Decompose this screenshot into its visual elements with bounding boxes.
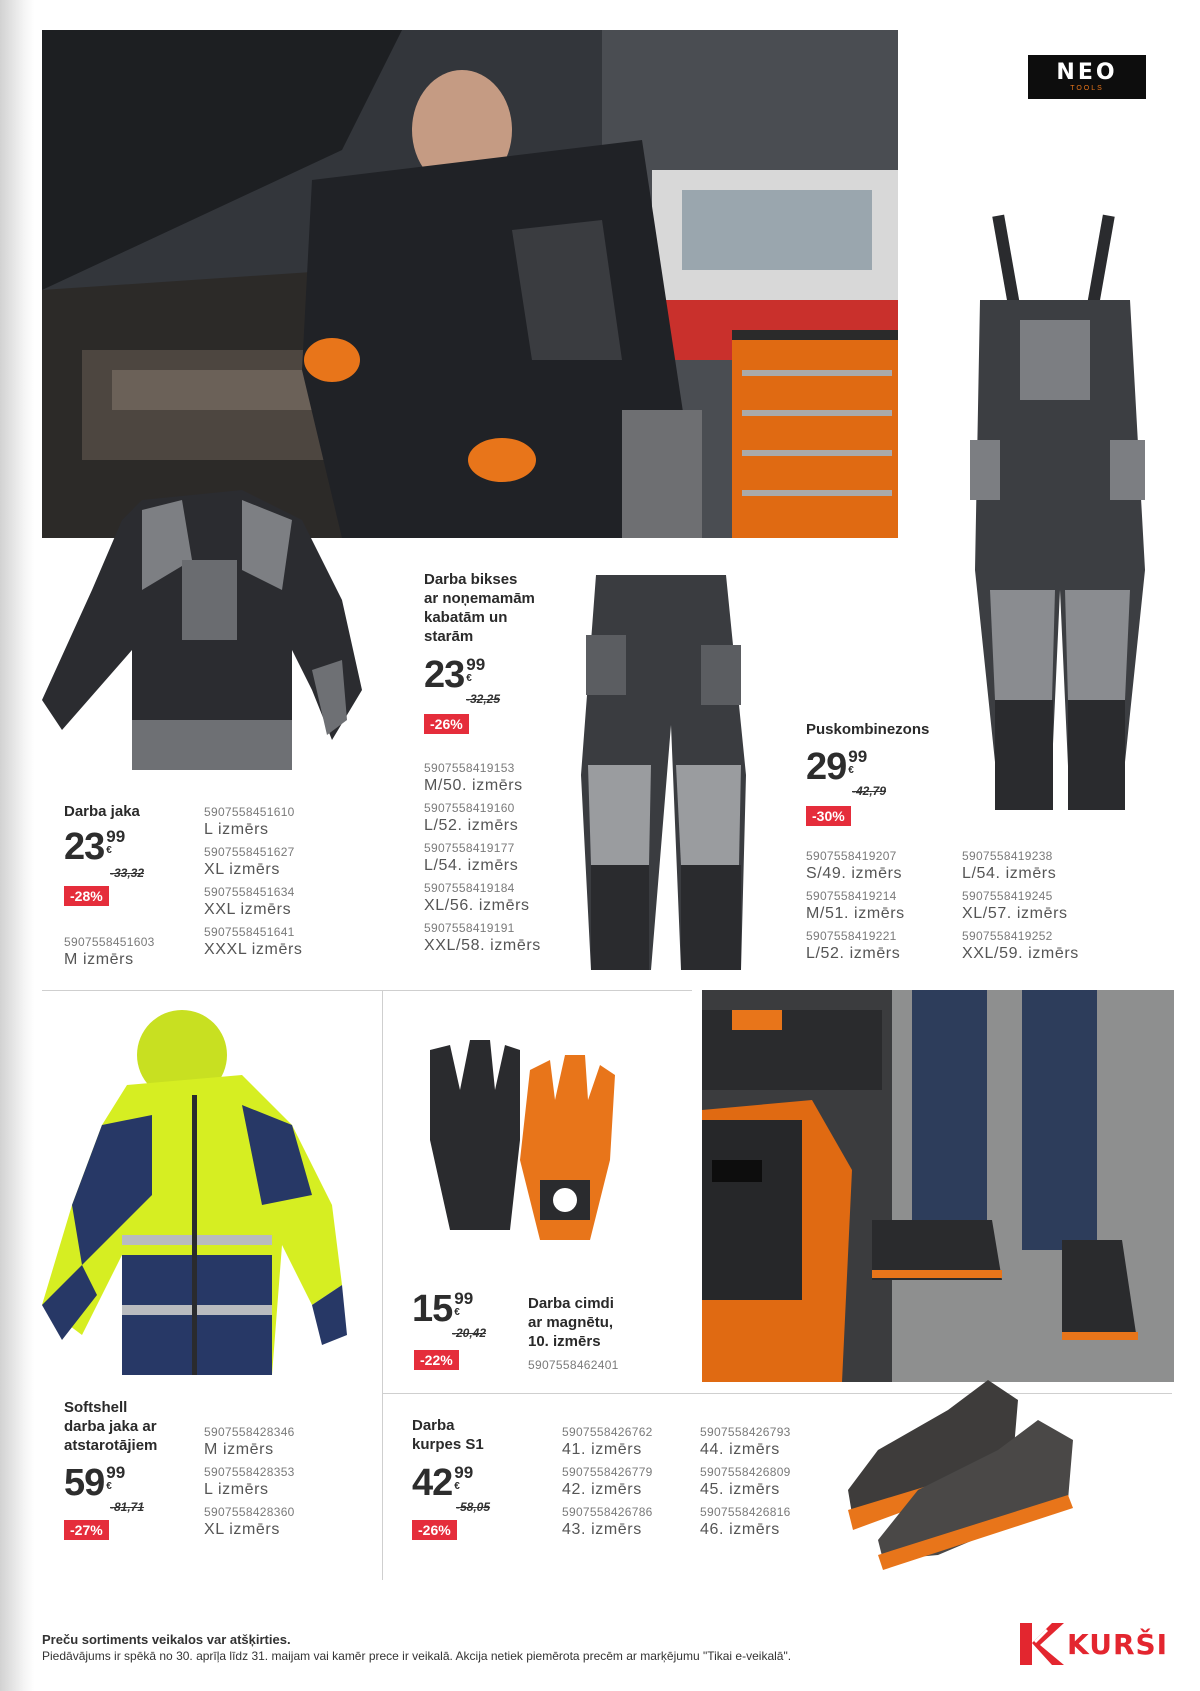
size: 44. izmērs <box>700 1441 780 1458</box>
size: M/50. izmērs <box>424 777 523 794</box>
neo-tools-logo <box>1028 55 1146 99</box>
price-cents: 99 <box>848 747 868 766</box>
sku: 5907558419184 <box>424 881 515 895</box>
size: L izmērs <box>204 1481 269 1498</box>
shoes-variant <box>562 1424 653 1459</box>
size: L/54. izmērs <box>424 857 519 874</box>
size: 43. izmērs <box>562 1521 642 1538</box>
sku: 5907558419238 <box>962 849 1053 863</box>
overalls-discount-badge: -30% <box>806 806 851 826</box>
price-cents: 99 <box>454 1289 474 1308</box>
shoes-variant-list-2 <box>700 1424 791 1544</box>
currency-symbol: € <box>106 1481 112 1492</box>
name-line: darba jaka ar <box>64 1418 157 1435</box>
jacket-name: Darba jaka <box>64 803 140 820</box>
sku: 5907558419153 <box>424 761 515 775</box>
trousers-discount-badge: -26% <box>424 714 469 734</box>
softshell-variant <box>204 1504 295 1539</box>
overalls-variant <box>962 848 1079 883</box>
shoes-variant-list-1 <box>562 1424 653 1544</box>
overalls-variant-list-1 <box>806 848 905 968</box>
overalls-old-price: -42,79 <box>852 784 887 798</box>
sku: 5907558419245 <box>962 889 1053 903</box>
trousers-name <box>424 570 535 646</box>
trousers-variant <box>424 760 541 795</box>
shoes-variant <box>700 1464 791 1499</box>
size: XL/57. izmērs <box>962 905 1068 922</box>
kursi-logo <box>1018 1620 1178 1668</box>
jacket-variant <box>204 804 302 839</box>
shoes-old-price: -58,05 <box>456 1500 491 1514</box>
price-integer: 29 <box>806 746 847 788</box>
sku: 5907558419214 <box>806 889 897 903</box>
softshell-variant-list <box>204 1424 295 1544</box>
logo-subtitle: TOOLS <box>1070 84 1104 92</box>
trousers-old-price: -32,25 <box>466 692 501 706</box>
work-gloves-image <box>410 1030 640 1260</box>
currency-symbol: € <box>454 1307 460 1318</box>
sku: 5907558419160 <box>424 801 515 815</box>
sku: 5907558451634 <box>204 885 295 899</box>
shoes-name <box>412 1416 484 1454</box>
logo-word: NEO <box>1056 59 1118 85</box>
price-cents: 99 <box>454 1463 474 1482</box>
shoes-variant <box>700 1504 791 1539</box>
toolbag-and-shoes-photo <box>702 990 1174 1382</box>
name-line: 10. izmērs <box>528 1333 601 1350</box>
sku: 5907558426793 <box>700 1425 791 1439</box>
gloves-price <box>412 1290 473 1328</box>
size: XXXL izmērs <box>204 941 303 958</box>
sku: 5907558451627 <box>204 845 295 859</box>
softshell-variant <box>204 1424 295 1459</box>
size: M/51. izmērs <box>806 905 905 922</box>
kursi-k-mark-icon <box>1018 1621 1064 1667</box>
hero-mechanic-photo <box>42 30 898 538</box>
size: L/52. izmērs <box>806 945 901 962</box>
size: S/49. izmērs <box>806 865 903 882</box>
overalls-variant <box>962 888 1079 923</box>
sku: 5907558419252 <box>962 929 1053 943</box>
jacket-old-price: -33,32 <box>110 866 145 880</box>
name-line: atstarotājiem <box>64 1437 158 1454</box>
size: L/52. izmērs <box>424 817 519 834</box>
column-divider <box>382 990 383 1580</box>
shoes-variant <box>700 1424 791 1459</box>
sku: 5907558426779 <box>562 1465 653 1479</box>
size: L izmērs <box>204 821 269 838</box>
trousers-variant-list <box>424 760 541 960</box>
overalls-variant-list-2 <box>962 848 1079 968</box>
sku: 5907558428353 <box>204 1465 295 1479</box>
sku: 5907558426762 <box>562 1425 653 1439</box>
jacket-price <box>64 828 125 866</box>
softshell-old-price: -81,71 <box>110 1500 145 1514</box>
sku: 5907558419207 <box>806 849 897 863</box>
size: 46. izmērs <box>700 1521 780 1538</box>
price-integer: 23 <box>424 654 465 696</box>
sku: 5907558428360 <box>204 1505 295 1519</box>
shoes-price <box>412 1464 473 1502</box>
shoes-variant <box>562 1504 653 1539</box>
overalls-variant <box>806 928 905 963</box>
name-line: starām <box>424 628 474 645</box>
softshell-discount-badge: -27% <box>64 1520 109 1540</box>
jacket-discount-badge: -28% <box>64 886 109 906</box>
size: M izmērs <box>204 1441 274 1458</box>
assortment-note: Preču sortiments veikalos var atšķirties. <box>42 1632 291 1647</box>
size: 45. izmērs <box>700 1481 780 1498</box>
size: XXL/58. izmērs <box>424 937 541 954</box>
offer-validity-note: Piedāvājums ir spēkā no 30. aprīļa līdz 31. maijam vai kamēr prece ir veikalā. Akcija netiek piemērota precēm ar marķējumu "Tikai e-veikalā". <box>42 1649 792 1663</box>
trousers-variant <box>424 840 541 875</box>
shoes-variant <box>562 1464 653 1499</box>
softshell-name <box>64 1398 157 1455</box>
footer-disclaimer <box>42 1632 942 1664</box>
trousers-variant <box>424 800 541 835</box>
price-integer: 23 <box>64 826 105 868</box>
work-jacket-image <box>42 480 362 780</box>
size: XL izmērs <box>204 1521 280 1538</box>
size: 42. izmērs <box>562 1481 642 1498</box>
jacket-variant <box>204 924 302 959</box>
sku: 5907558426816 <box>700 1505 791 1519</box>
size: M izmērs <box>64 951 134 968</box>
overalls-variant <box>962 928 1079 963</box>
work-trousers-image <box>576 575 756 975</box>
sku: 5907558419191 <box>424 921 515 935</box>
jacket-variant-list <box>204 804 302 964</box>
page-fold-shadow <box>0 0 34 1691</box>
softshell-jacket-image <box>42 1005 367 1385</box>
name-line: kurpes S1 <box>412 1436 484 1453</box>
softshell-variant <box>204 1464 295 1499</box>
jacket-variant <box>204 884 302 919</box>
work-shoes-image <box>838 1370 1100 1570</box>
sku: 5907558451641 <box>204 925 295 939</box>
softshell-price <box>64 1464 125 1502</box>
price-cents: 99 <box>106 1463 126 1482</box>
size: XXL izmērs <box>204 901 292 918</box>
sku: 5907558451610 <box>204 805 295 819</box>
currency-symbol: € <box>454 1481 460 1492</box>
sku: 5907558426786 <box>562 1505 653 1519</box>
jacket-variant <box>204 844 302 879</box>
sku: 5907558426809 <box>700 1465 791 1479</box>
price-cents: 99 <box>466 655 486 674</box>
currency-symbol: € <box>466 673 472 684</box>
gloves-name <box>528 1294 614 1351</box>
overalls-name: Puskombinezons <box>806 721 930 738</box>
sku: 5907558419221 <box>806 929 897 943</box>
price-integer: 59 <box>64 1462 105 1504</box>
trousers-price <box>424 656 485 694</box>
price-integer: 42 <box>412 1462 453 1504</box>
name-line: Darba bikses <box>424 571 518 588</box>
shoes-discount-badge: -26% <box>412 1520 457 1540</box>
trousers-variant <box>424 920 541 955</box>
store-name: KURŠI <box>1067 1627 1169 1661</box>
sku: 5907558428346 <box>204 1425 295 1439</box>
size: 41. izmērs <box>562 1441 642 1458</box>
trousers-variant <box>424 880 541 915</box>
overalls-variant <box>806 848 905 883</box>
overalls-price <box>806 748 867 786</box>
name-line: Softshell <box>64 1399 128 1416</box>
gloves-old-price: -20,42 <box>452 1326 487 1340</box>
price-cents: 99 <box>106 827 126 846</box>
name-line: Darba <box>412 1417 455 1434</box>
overalls-variant <box>806 888 905 923</box>
size: XXL/59. izmērs <box>962 945 1079 962</box>
name-line: kabatām un <box>424 609 508 626</box>
size: XL izmērs <box>204 861 280 878</box>
jacket-variant <box>64 934 155 969</box>
overalls-image <box>960 210 1160 822</box>
currency-symbol: € <box>106 845 112 856</box>
size: L/54. izmērs <box>962 865 1057 882</box>
gloves-sku: 5907558462401 <box>528 1358 619 1372</box>
currency-symbol: € <box>848 765 854 776</box>
gloves-discount-badge: -22% <box>414 1350 459 1370</box>
sku: 5907558419177 <box>424 841 515 855</box>
name-line: Darba cimdi <box>528 1295 614 1312</box>
section-divider <box>42 990 692 991</box>
name-line: ar magnētu, <box>528 1314 614 1331</box>
size: XL/56. izmērs <box>424 897 530 914</box>
sku: 5907558451603 <box>64 935 155 949</box>
name-line: ar noņemamām <box>424 590 535 607</box>
price-integer: 15 <box>412 1288 453 1330</box>
